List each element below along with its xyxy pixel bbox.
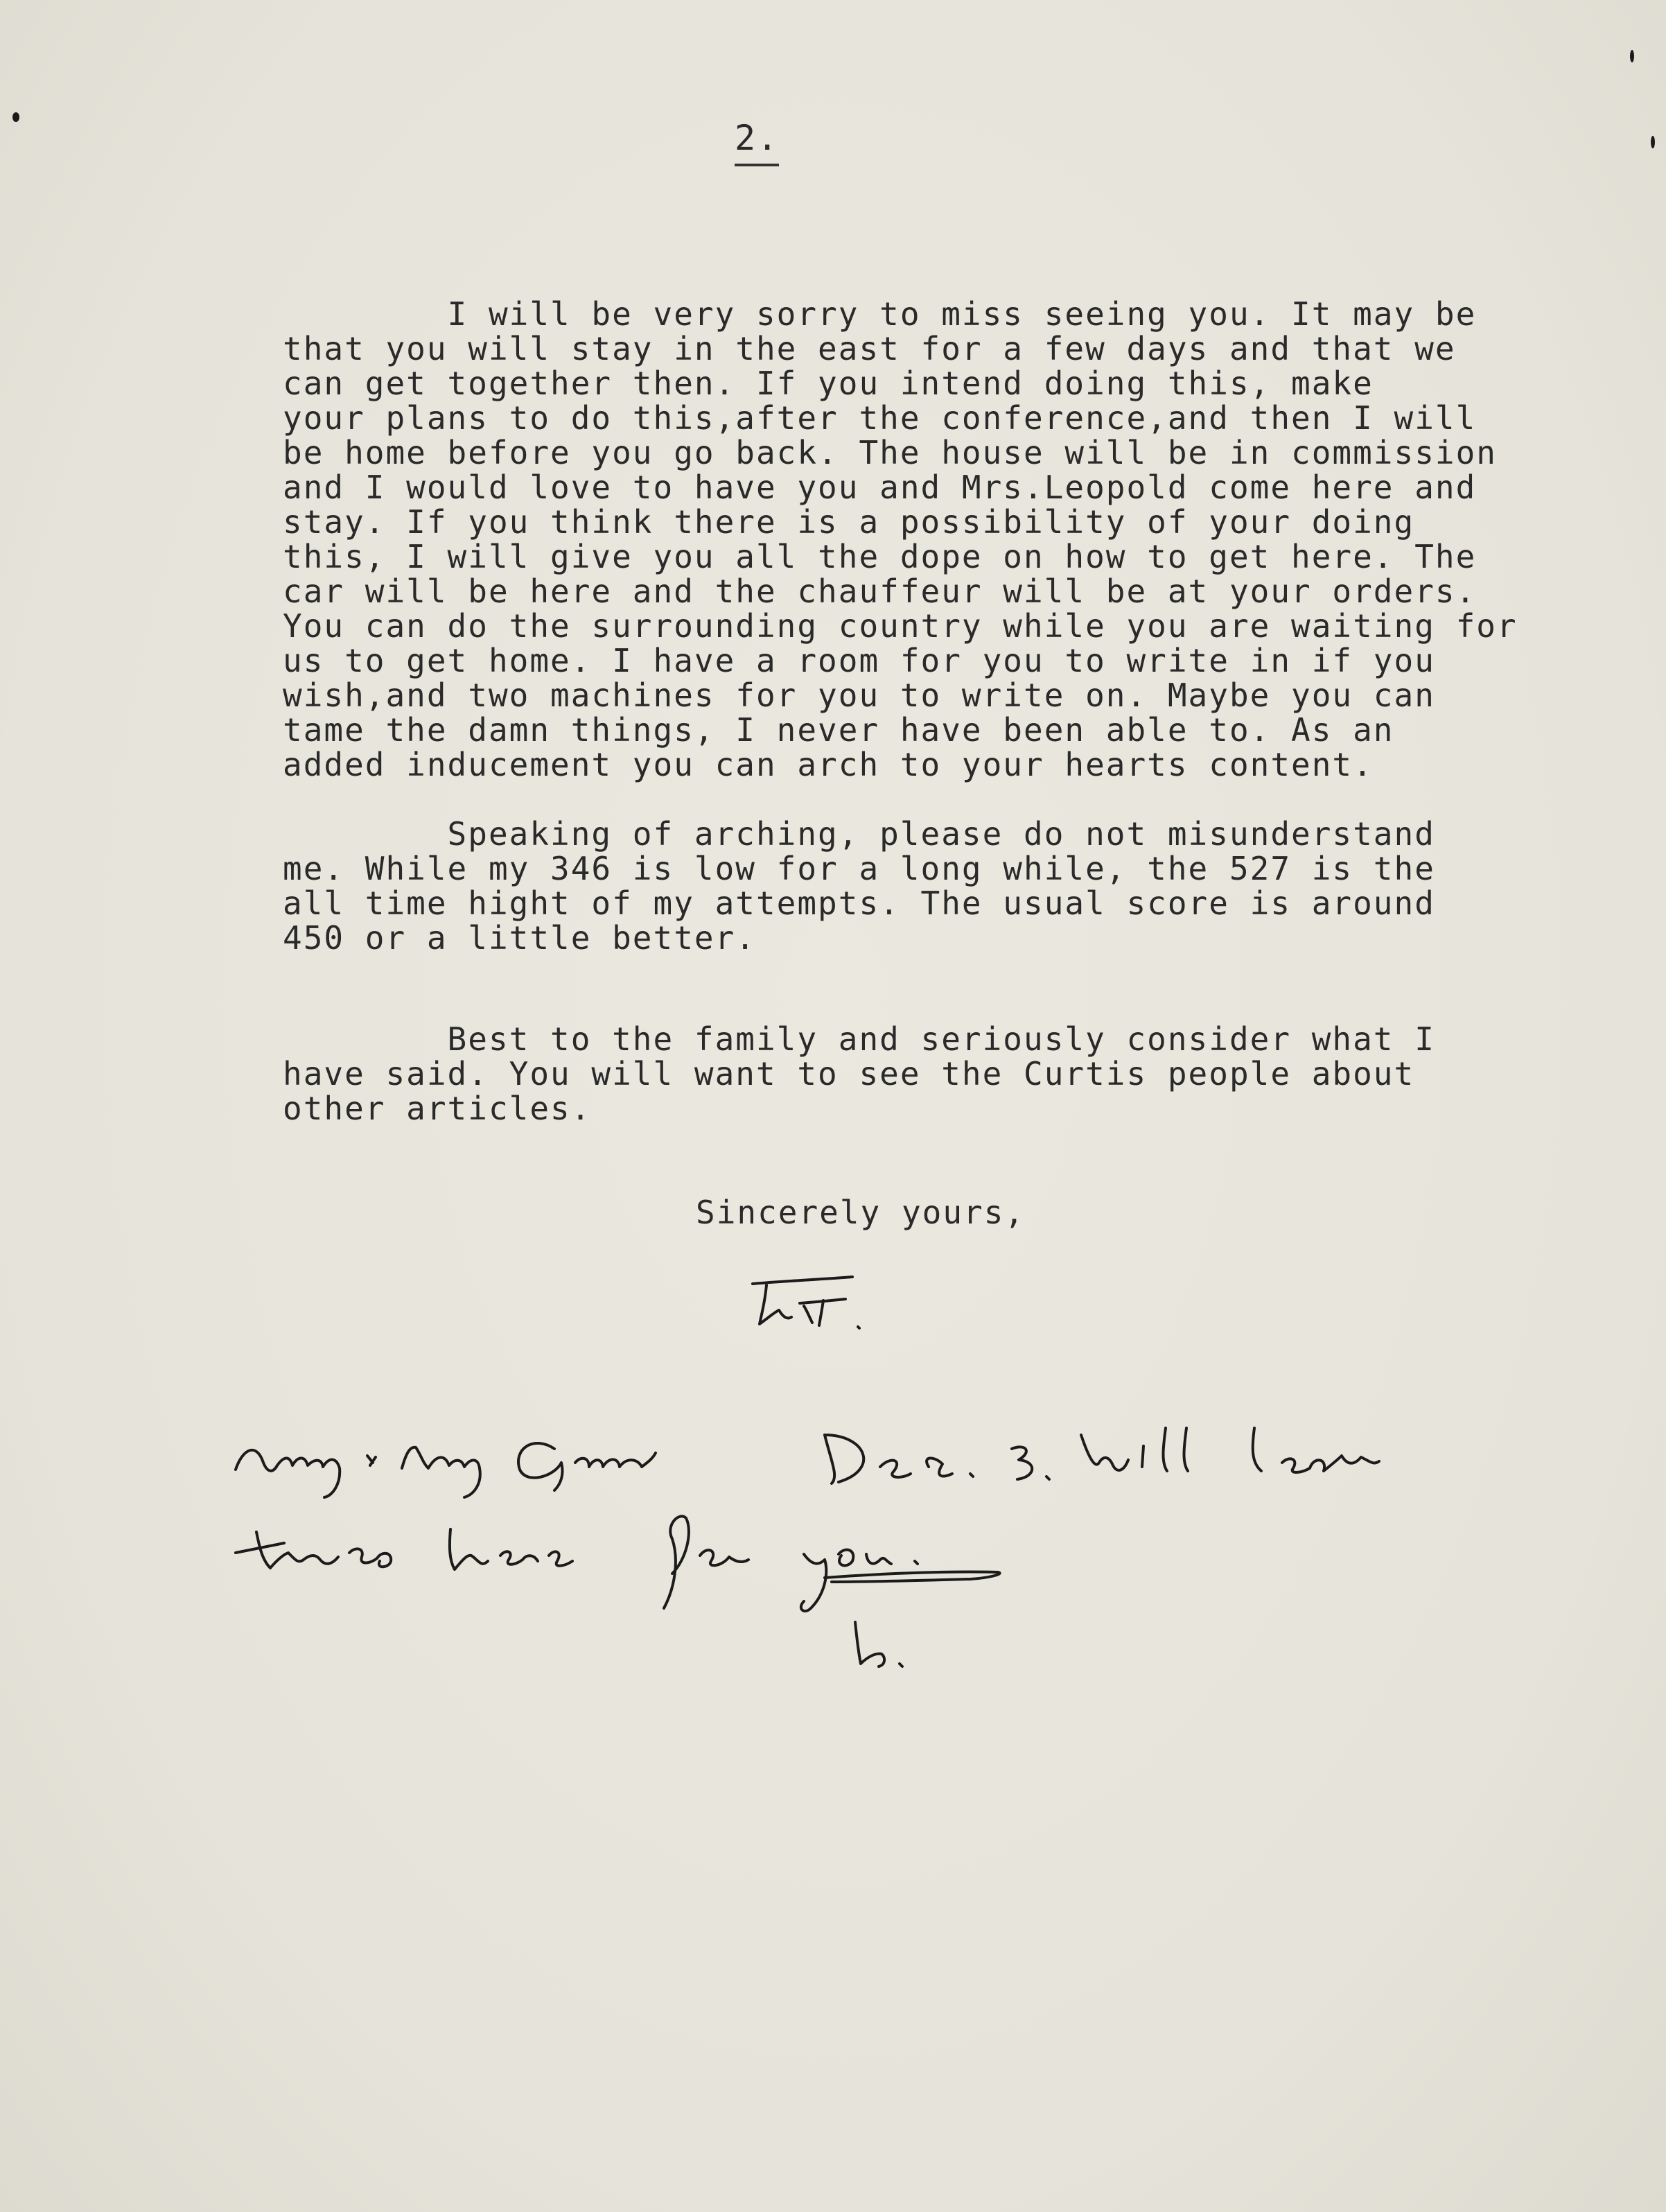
text-line: can get together then. If you intend doing this, make [283, 365, 1374, 402]
text-line: Best to the family and seriously consider what I [283, 1020, 1435, 1058]
page-number: 2. [735, 118, 779, 166]
closing: Sincerely yours, [696, 1194, 1026, 1231]
text-line: I will be very sorry to miss seeing you. It may be [283, 295, 1477, 333]
text-line: be home before you go back. The house will be in commission [283, 434, 1497, 471]
handwritten-note [229, 1407, 1421, 1636]
edge-mark [1630, 50, 1634, 62]
text-line: and I would love to have you and Mrs.Leopold come here and [283, 469, 1477, 506]
text-line: this, I will give you all the dope on how to get here. The [283, 538, 1477, 575]
paragraph-3 [283, 1022, 1544, 1126]
text-line: car will be here and the chauffeur will be at your orders. [283, 573, 1477, 610]
text-line: other articles. [283, 1090, 592, 1127]
text-line: You can do the surrounding country while you are waiting for [283, 607, 1518, 645]
text-line: 450 or a little better. [283, 919, 756, 957]
text-line: tame the damn things, I never have been able to. As an [283, 711, 1394, 749]
text-line: your plans to do this,after the conference,and then I will [283, 399, 1477, 437]
text-line: me. While my 346 is low for a long while, the 527 is the [283, 850, 1435, 887]
handwritten-initial [845, 1615, 922, 1678]
text-line: that you will stay in the east for a few days and that we [283, 330, 1456, 367]
text-line: Speaking of arching, please do not misunderstand [283, 815, 1435, 853]
signature [742, 1269, 880, 1345]
text-line: have said. You will want to see the Curtis people about [283, 1055, 1415, 1092]
text-line: us to get home. I have a room for you to write in if you [283, 642, 1435, 679]
text-line: stay. If you think there is a possibility of your doing [283, 503, 1415, 541]
paragraph-1 [283, 297, 1544, 782]
paragraph-2 [283, 817, 1544, 955]
edge-mark [1651, 136, 1655, 148]
text-line: added inducement you can arch to your hearts content. [283, 746, 1374, 783]
text-line: all time hight of my attempts. The usual score is around [283, 885, 1435, 922]
edge-mark [12, 112, 19, 122]
text-line: wish,and two machines for you to write on. Maybe you can [283, 677, 1435, 714]
